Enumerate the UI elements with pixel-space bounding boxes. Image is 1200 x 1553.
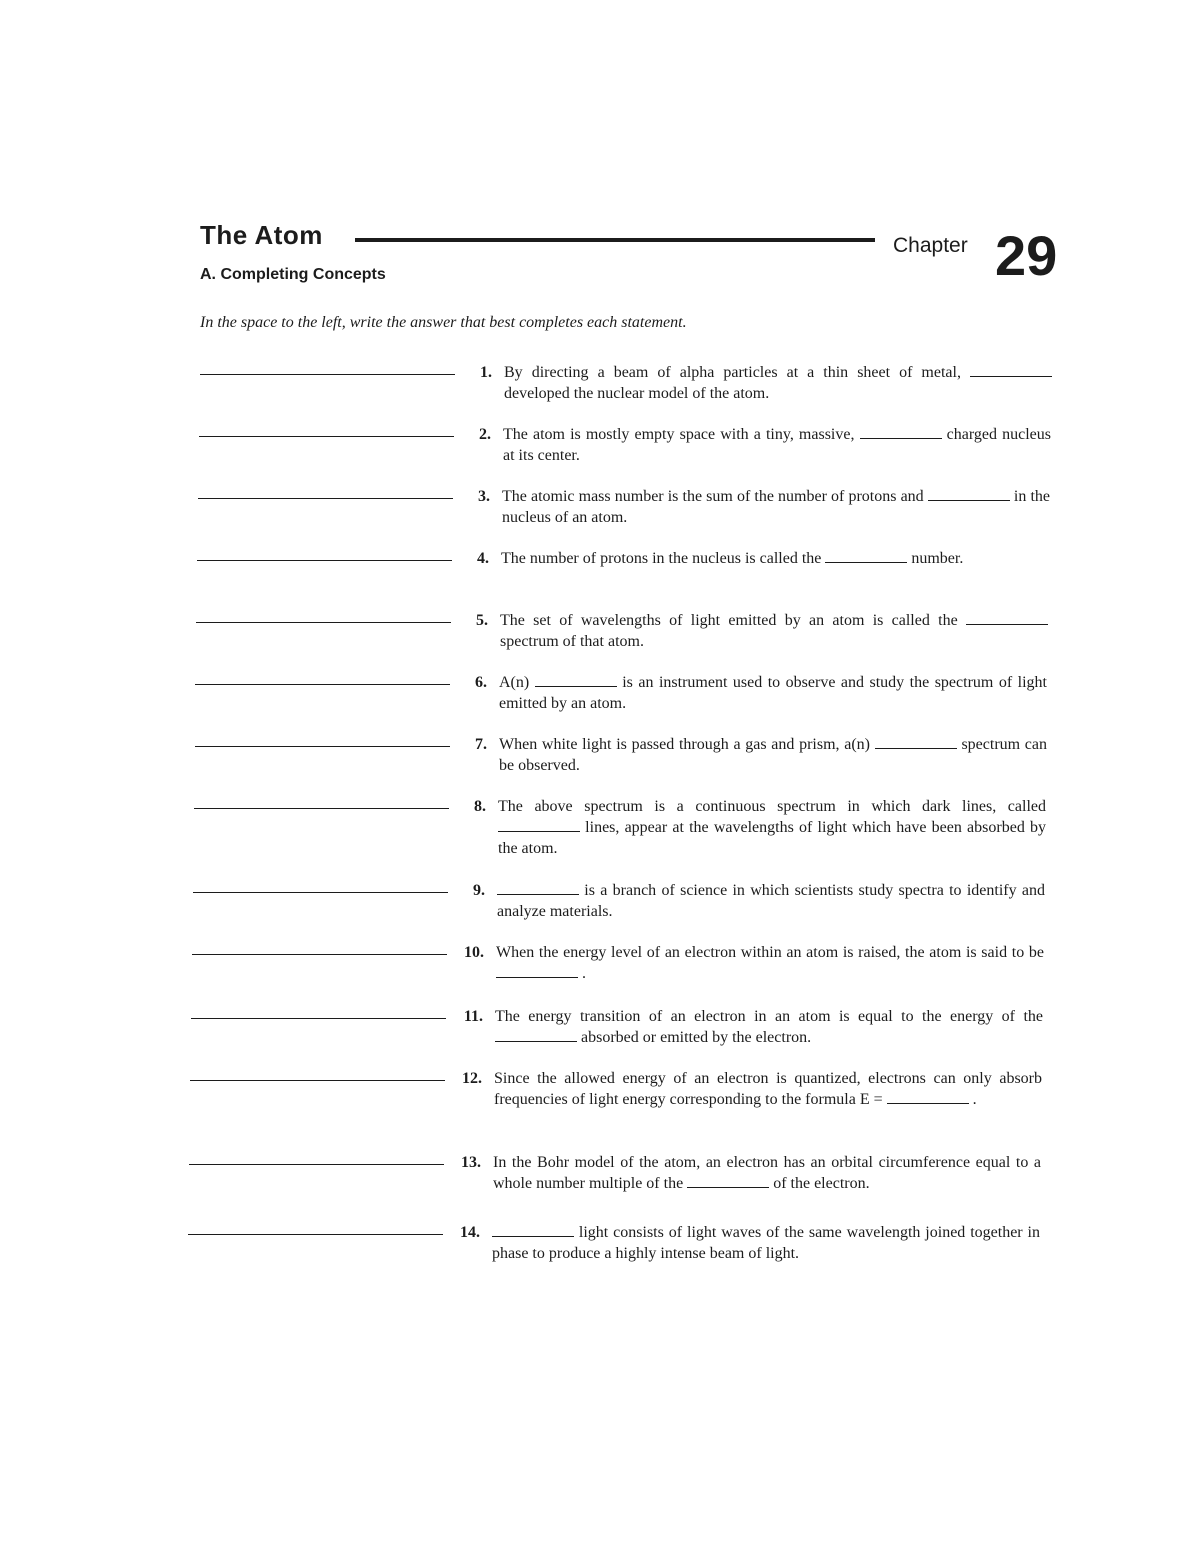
statement-text: is a branch of science in which scientists study spectra to identify and analyze materials. — [497, 882, 1045, 920]
statement-text: The atom is mostly empty space with a tiny, massive, — [503, 426, 860, 443]
answer-blank-line[interactable] — [196, 622, 451, 623]
inline-blank — [687, 1173, 769, 1188]
question-statement — [496, 942, 1044, 984]
question-statement — [502, 486, 1050, 528]
answer-blank-line[interactable] — [195, 684, 450, 685]
answer-blank-line[interactable] — [199, 436, 454, 437]
title-rule — [355, 238, 875, 242]
inline-blank — [825, 548, 907, 563]
statement-text: The number of protons in the nucleus is called the — [501, 550, 826, 567]
question-statement — [503, 424, 1051, 466]
statement-text: in the nucleus of an atom. — [502, 488, 1050, 526]
question-number: 6. — [475, 674, 487, 691]
inline-blank — [498, 817, 580, 832]
question-number: 7. — [475, 736, 487, 753]
question-statement — [498, 796, 1046, 859]
inline-blank — [928, 486, 1010, 501]
chapter-label: Chapter — [893, 234, 968, 257]
answer-blank-line[interactable] — [191, 1018, 446, 1019]
worksheet-header — [200, 216, 1060, 296]
question-number: 13. — [461, 1154, 481, 1171]
question-statement — [499, 672, 1047, 714]
statement-text: When white light is passed through a gas and prism, a(n) — [499, 736, 875, 753]
statement-text: absorbed or emitted by the electron. — [577, 1029, 812, 1046]
statement-text: developed the nuclear model of the atom. — [504, 385, 770, 402]
question-number: 2. — [479, 426, 491, 443]
question-statement — [495, 1006, 1043, 1048]
answer-blank-line[interactable] — [189, 1164, 444, 1165]
statement-text: light consists of light waves of the same wavelength joined together in phase to produce a highly intense beam of light. — [492, 1224, 1040, 1262]
statement-text: The atomic mass number is the sum of the number of protons and — [502, 488, 928, 505]
question-number: 1. — [480, 364, 492, 381]
question-number: 4. — [477, 550, 489, 567]
inline-blank — [497, 880, 579, 895]
question-statement — [500, 610, 1048, 652]
statement-text: The set of wavelengths of light emitted by an atom is called the — [500, 612, 966, 629]
question-statement — [501, 548, 1049, 569]
answer-blank-line[interactable] — [188, 1234, 443, 1235]
statement-text: is an instrument used to observe and study the spectrum of light emitted by an atom. — [499, 674, 1048, 712]
question-statement — [494, 1068, 1042, 1110]
answer-blank-line[interactable] — [198, 498, 453, 499]
answer-blank-line[interactable] — [194, 808, 449, 809]
question-statement — [504, 362, 1052, 404]
inline-blank — [495, 1027, 577, 1042]
answer-blank-line[interactable] — [197, 560, 452, 561]
statement-text: In the Bohr model of the atom, an electron has an orbital circumference equal to a whole number multiple of the — [493, 1154, 1041, 1192]
inline-blank — [535, 672, 617, 687]
question-number: 12. — [462, 1070, 482, 1087]
question-number: 5. — [476, 612, 488, 629]
answer-blank-line[interactable] — [200, 374, 455, 375]
answer-blank-line[interactable] — [193, 892, 448, 893]
inline-blank — [970, 362, 1052, 377]
chapter-number: 29 — [995, 224, 1058, 287]
inline-blank — [966, 610, 1048, 625]
statement-text: of the electron. — [769, 1175, 870, 1192]
question-number: 3. — [478, 488, 490, 505]
statement-text: charged nucleus at its center. — [503, 426, 1051, 464]
inline-blank — [492, 1222, 574, 1237]
statement-text: number. — [907, 550, 964, 567]
answer-blank-line[interactable] — [190, 1080, 445, 1081]
page-title: The Atom — [200, 220, 323, 250]
statement-text: . — [968, 1091, 977, 1108]
question-number: 8. — [474, 798, 486, 815]
question-number: 11. — [463, 1008, 483, 1025]
statement-text: . — [578, 965, 586, 982]
question-number: 9. — [473, 882, 485, 899]
statement-text: The above spectrum is a continuous spectrum in which dark lines, called — [498, 798, 1046, 815]
question-statement — [493, 1152, 1041, 1194]
question-number: 10. — [464, 944, 484, 961]
inline-blank — [496, 963, 578, 978]
answer-blank-line[interactable] — [195, 746, 450, 747]
inline-blank — [875, 734, 957, 749]
statement-text: A(n) — [499, 674, 535, 691]
question-statement — [499, 734, 1047, 776]
statement-text: spectrum can be observed. — [499, 736, 1048, 774]
section-heading: A. Completing Concepts — [200, 266, 386, 283]
statement-text: When the energy level of an electron within an atom is raised, the atom is said to be — [496, 944, 1044, 961]
statement-text: spectrum of that atom. — [500, 633, 644, 650]
instructions: In the space to the left, write the answer that best completes each statement. — [200, 314, 687, 331]
inline-blank — [860, 424, 942, 439]
statement-text: The energy transition of an electron in an atom is equal to the energy of the — [495, 1008, 1043, 1025]
statement-text: Since the allowed energy of an electron is quantized, electrons can only absorb frequencies of light energy corresponding to the formula E = — [494, 1070, 1042, 1108]
question-statement — [497, 880, 1045, 922]
question-statement — [492, 1222, 1040, 1264]
inline-blank — [887, 1089, 969, 1104]
statement-text: By directing a beam of alpha particles at a thin sheet of metal, — [504, 364, 970, 381]
answer-blank-line[interactable] — [192, 954, 447, 955]
question-number: 14. — [460, 1224, 480, 1241]
statement-text: lines, appear at the wavelengths of light which have been absorbed by the atom. — [498, 819, 1046, 857]
